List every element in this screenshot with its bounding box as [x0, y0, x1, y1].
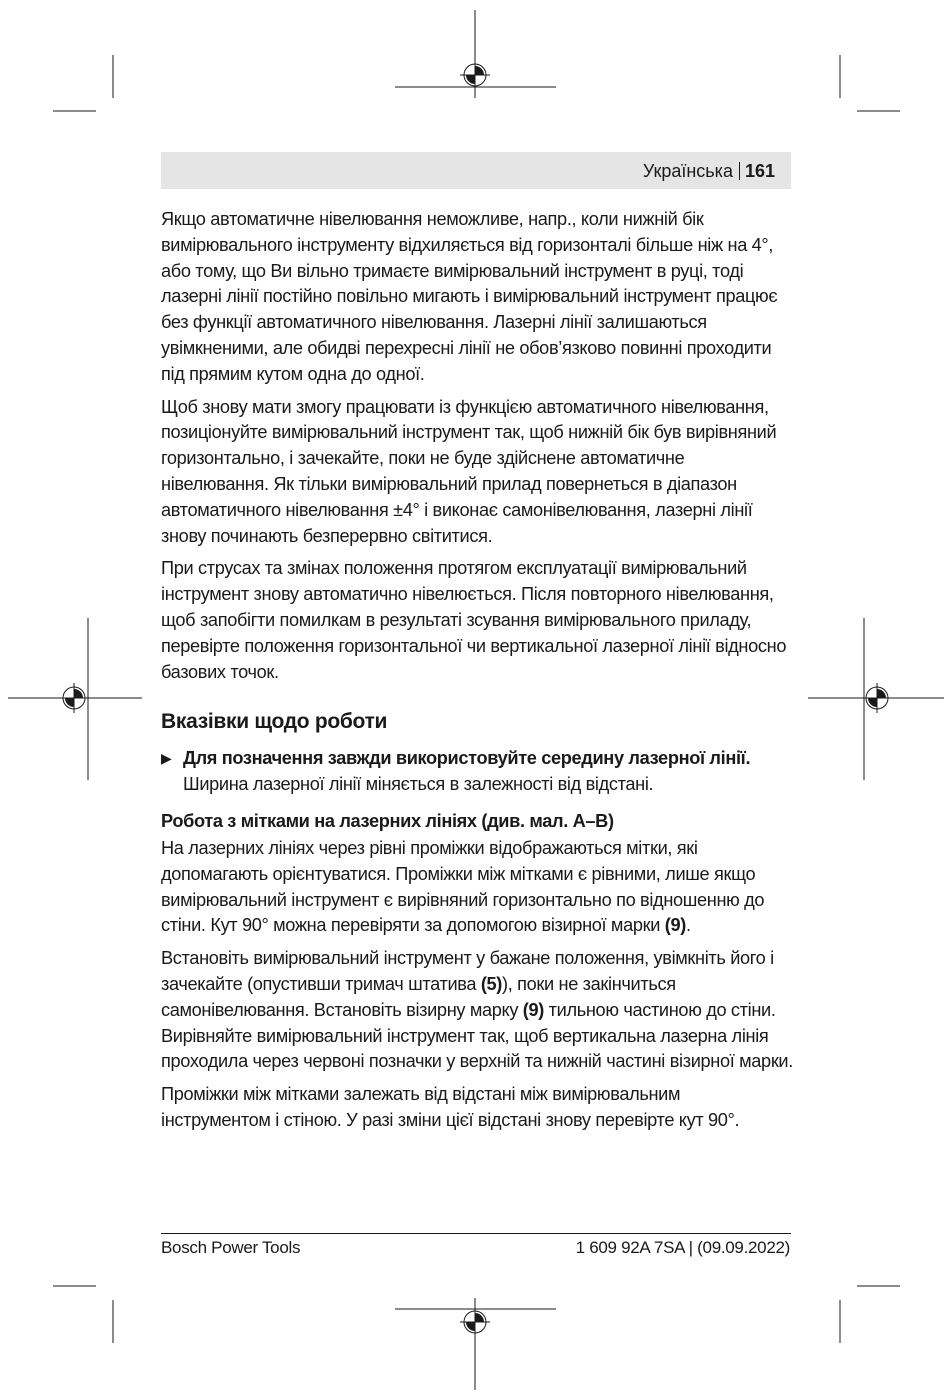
- paragraph-text: На лазерних лініях через рівні проміжки відображаються мітки, які допомагають орієнтуватися. Проміжки між мітками є рівними, лише якщо вимірювальний інструмент є вирівняний горизонтально по відношенню до стіни. Кут 90° можна перевіряти за допомогою візирної марки: [161, 837, 765, 936]
- paragraph-setup-instructions: [161, 946, 793, 1075]
- page-header: [161, 152, 791, 189]
- footer-divider: [161, 1233, 791, 1234]
- paragraph-mark-spacing: Проміжки між мітками залежать від відстані між вимірювальним інструментом і стіною. У разі зміни цієї відстані знову перевірте кут 90°.: [161, 1084, 740, 1130]
- header-language: Українська: [642, 161, 733, 181]
- bullet-text: Ширина лазерної лінії міняється в залежності від відстані.: [183, 774, 654, 795]
- bullet-item: [161, 746, 793, 798]
- header-separator: [739, 162, 740, 180]
- section-title: Вказівки щодо роботи: [161, 710, 388, 734]
- paragraph-text: ), поки не закінчиться самонівелювання. Встановіть візирну марку: [161, 973, 676, 1020]
- paragraph-vibration-releveling: При струсах та змінах положення протягом експлуатації вимірювальний інструмент знову автоматично нівелюється. Після повторного нівелювання, щоб запобігти помилкам в результаті зсування вимірювального приладу, перевірте положення горизонтальної чи вертикальної лазерної лінії відносно базових точок.: [161, 558, 787, 682]
- footer-brand: Bosch Power Tools: [161, 1238, 301, 1257]
- subsection-title: Робота з мітками на лазерних лініях (див. мал. A–B): [161, 810, 614, 831]
- paragraph-text: Встановіть вимірювальний інструмент у бажане положення, увімкніть його і зачекайте (опустивши тримач штатива: [161, 948, 774, 994]
- bullet-arrow-icon: ▶: [161, 750, 172, 767]
- header-text: [643, 161, 775, 181]
- paragraph-text-end: .: [685, 915, 691, 936]
- page-body: [161, 207, 793, 1141]
- paragraph-auto-leveling-impossible: Якщо автоматичне нівелювання неможливе, напр., коли нижній бік вимірювального інструменту відхиляється від горизонталі більше ніж на 4°, або тому, що Ви вільно тримаєте вимірювальний інструмент в руці, тоді лазерні лінії постійно повільно мигають і вимірювальний інструмент працює без функції автоматичного нівелювання. Лазерні лінії залишаються увімкненими, але обидві перехресні лінії не обов’язково повинні проходити під прямим кутом одна до одної.: [161, 209, 778, 384]
- reference-number: (5): [480, 973, 503, 994]
- bullet-strong-text: Для позначення завжди використовуйте середину лазерної лінії.: [183, 748, 751, 769]
- reference-number: (9): [664, 915, 686, 936]
- page-number: 161: [744, 161, 775, 181]
- reference-number: (9): [522, 999, 544, 1020]
- footer-doc-id: 1 609 92A 7SA | (09.09.2022): [575, 1238, 790, 1257]
- paragraph-text: тильною частиною до стіни. Вирівняйте вимірювальний інструмент так, щоб вертикальна лазерна лінія проходила через червоні позначки у верхній та нижній частині візирної марки.: [161, 999, 793, 1072]
- paragraph-restore-auto-leveling: Щоб знову мати змогу працювати із функцією автоматичного нівелювання, позиціонуйте вимірювальний інструмент так, щоб нижній бік був вирівняний горизонтально, і зачекайте, поки не буде здійснене автоматичне нівелювання. Як тільки вимірювальний прилад повернеться в діапазон автоматичного нівелювання ±4° і виконає самонівелювання, лазерні лінії знову починають безперервно світитися.: [161, 396, 777, 546]
- paragraph-marks-on-lines: [161, 836, 793, 939]
